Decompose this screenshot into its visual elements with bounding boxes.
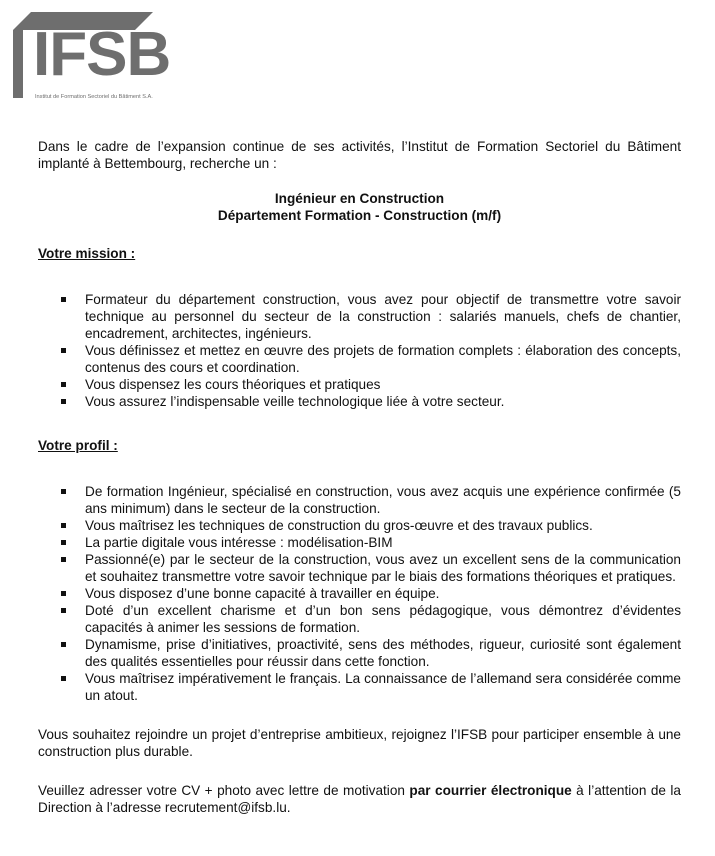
bullet-icon [61, 297, 66, 302]
apply-paragraph: Veuillez adresser votre CV + photo avec lettre de motivation par courrier électronique à l’attention de la Direction à l’adresse recrutement@ifsb.lu. [38, 783, 681, 815]
apply-method: par courrier électronique [409, 783, 572, 798]
bullet-icon [61, 399, 66, 404]
bullet-icon [61, 676, 66, 681]
job-title-line-1: Ingénieur en Construction [274, 191, 445, 206]
bullet-icon [61, 540, 66, 545]
bullet-icon [61, 489, 66, 494]
job-title-line-2: Département Formation - Construction (m/f) [217, 208, 502, 223]
ifsb-logo [13, 10, 171, 110]
logo-subtitle: Institut de Formation Sectoriel du Bâtiment S.A. [35, 94, 153, 100]
list-item: Vous dispensez les cours théoriques et pratiques [38, 376, 681, 393]
logo-wordmark: IFSB [33, 20, 171, 89]
list-item: Vous disposez d’une bonne capacité à travailler en équipe. [38, 585, 681, 602]
mission-heading: Votre mission : [38, 246, 136, 261]
list-item: Vous assurez l’indispensable veille technologique liée à votre secteur. [38, 393, 681, 410]
join-paragraph: Vous souhaitez rejoindre un projet d’entreprise ambitieux, rejoignez l’IFSB pour participer ensemble à une construction plus durable. [38, 727, 681, 759]
profile-list [38, 483, 681, 704]
job-title [38, 190, 681, 224]
list-item: Passionné(e) par le secteur de la construction, vous avez un excellent sens de la communication et souhaitez transmettre votre savoir technique par le biais des formations théoriques et pratiques. [38, 551, 681, 585]
list-item: Vous maîtrisez les techniques de construction du gros-œuvre et des travaux publics. [38, 517, 681, 534]
profile-heading: Votre profil : [38, 438, 118, 453]
list-item: De formation Ingénieur, spécialisé en construction, vous avez acquis une expérience confirmée (5 ans minimum) dans le secteur de la construction. [38, 483, 681, 517]
mission-list [38, 291, 681, 410]
bullet-icon [61, 642, 66, 647]
bullet-icon [61, 557, 66, 562]
list-item: Formateur du département construction, vous avez pour objectif de transmettre votre savoir technique au personnel du secteur de la construction : salariés manuels, chefs de chantier, encadrement, architectes, ingénieurs. [38, 291, 681, 342]
job-posting [38, 138, 681, 816]
list-item: La partie digitale vous intéresse : modélisation-BIM [38, 534, 681, 551]
list-item: Vous définissez et mettez en œuvre des projets de formation complets : élaboration des concepts, contenus des cours et coordination. [38, 342, 681, 376]
bullet-icon [61, 523, 66, 528]
list-item: Dynamisme, prise d’initiatives, proactivité, sens des méthodes, rigueur, curiosité sont également des qualités essentielles pour réussir dans cette fonction. [38, 636, 681, 670]
bullet-icon [61, 591, 66, 596]
list-item: Vous maîtrisez impérativement le français. La connaissance de l’allemand sera considérée comme un atout. [38, 670, 681, 704]
bullet-icon [61, 608, 66, 613]
list-item: Doté d’un excellent charisme et d’un bon sens pédagogique, vous démontrez d’évidentes capacités à animer les sessions de formation. [38, 602, 681, 636]
bullet-icon [61, 382, 66, 387]
bullet-icon [61, 348, 66, 353]
intro-paragraph: Dans le cadre de l’expansion continue de ses activités, l’Institut de Formation Sectoriel du Bâtiment implanté à Bettembourg, recherche un : [38, 139, 681, 171]
